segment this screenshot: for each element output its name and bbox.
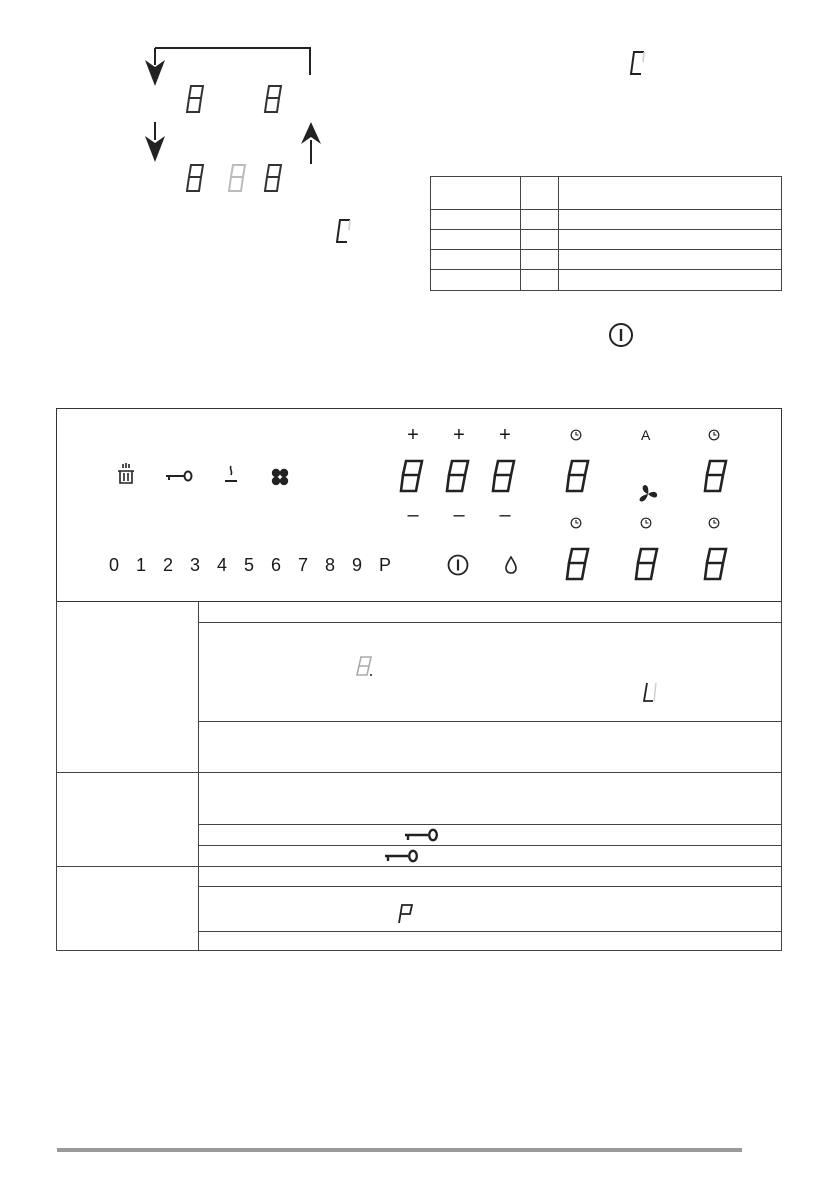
minus-button[interactable]: –: [499, 504, 511, 526]
key-lock-icon: [384, 849, 418, 863]
fan-icon: [270, 467, 290, 487]
table-border: [430, 269, 782, 270]
seven-segment-display: [229, 163, 249, 193]
key-1[interactable]: 1: [136, 555, 147, 575]
key-lock-icon: [165, 470, 193, 482]
table-border: [198, 721, 782, 722]
table-border: [781, 176, 782, 291]
table-border: [198, 601, 199, 951]
table-border: [198, 845, 782, 846]
key-2[interactable]: 2: [163, 555, 174, 575]
table-border: [430, 229, 782, 230]
table-border: [430, 176, 782, 177]
seven-segment-display: [336, 218, 352, 244]
table-border: [56, 866, 782, 867]
table-border: [430, 249, 782, 250]
seven-segment-display: [636, 547, 660, 581]
table-border: [56, 772, 782, 773]
minus-button[interactable]: –: [453, 504, 465, 526]
key-5[interactable]: 5: [244, 555, 255, 575]
key-p[interactable]: P: [379, 555, 392, 575]
power-level-keys: [109, 555, 406, 576]
key-6[interactable]: 6: [271, 555, 282, 575]
seven-segment-display: [630, 50, 646, 76]
table-border: [198, 931, 782, 932]
seven-segment-display: [357, 655, 375, 677]
table-border: [430, 176, 431, 291]
table-border: [430, 290, 782, 291]
key-4[interactable]: 4: [217, 555, 228, 575]
fan-blade-icon: [637, 483, 659, 505]
table-border: [198, 622, 782, 623]
key-8[interactable]: 8: [325, 555, 336, 575]
seven-segment-display: [567, 547, 591, 581]
seven-segment-display: [643, 681, 659, 703]
table-border: [56, 601, 57, 951]
seven-segment-display: [265, 163, 285, 193]
table-border: [198, 886, 782, 887]
clock-icon: [570, 429, 582, 441]
footer-rule: [57, 1148, 742, 1152]
clock-icon: [640, 517, 652, 529]
table-border: [520, 176, 521, 291]
key-9[interactable]: 9: [352, 555, 363, 575]
seven-segment-display: [265, 84, 285, 114]
plus-button[interactable]: +: [453, 424, 465, 446]
table-border: [430, 209, 782, 210]
table-border: [198, 824, 782, 825]
key-lock-icon: [404, 828, 438, 842]
key-3[interactable]: 3: [190, 555, 201, 575]
clock-icon: [570, 517, 582, 529]
on-off-icon: [608, 322, 634, 348]
seven-segment-display: [401, 459, 425, 493]
seven-segment-display: [187, 163, 207, 193]
clock-icon: [708, 517, 720, 529]
auto-label: A: [641, 427, 651, 443]
seven-segment-display: [493, 459, 517, 493]
clock-icon: [708, 429, 720, 441]
key-7[interactable]: 7: [298, 555, 309, 575]
drop-icon[interactable]: [503, 554, 519, 576]
table-border: [56, 950, 782, 951]
plus-button[interactable]: +: [499, 424, 511, 446]
pot-icon: [115, 462, 137, 486]
on-off-icon[interactable]: [447, 554, 469, 576]
table-border: [781, 601, 782, 951]
keep-warm-icon: [223, 464, 239, 484]
plus-button[interactable]: +: [407, 424, 419, 446]
seven-segment-display: [398, 903, 414, 925]
minus-button[interactable]: –: [407, 504, 419, 526]
seven-segment-display: [187, 84, 207, 114]
seven-segment-display: [705, 547, 729, 581]
control-panel: [56, 408, 782, 602]
seven-segment-display: [447, 459, 471, 493]
seven-segment-display: [705, 459, 729, 493]
seven-segment-display: [567, 459, 591, 493]
key-0[interactable]: 0: [109, 555, 120, 575]
table-border: [558, 176, 559, 291]
